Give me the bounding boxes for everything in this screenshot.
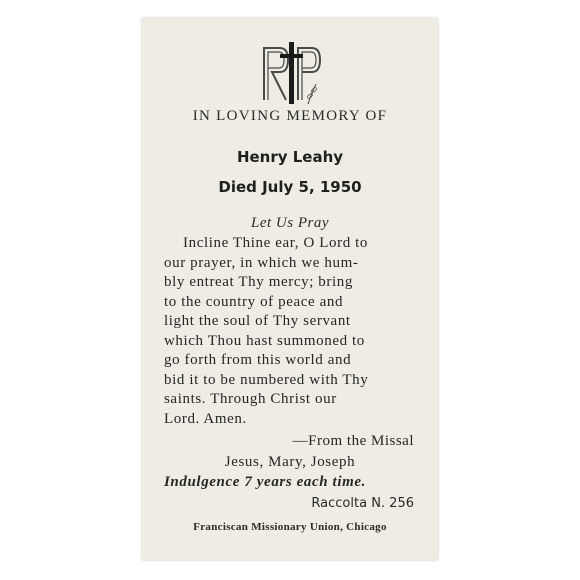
card-title: IN LOVING MEMORY OF [192,108,388,124]
prayer-line: Lord. Amen. [164,410,247,427]
prayer-line: our prayer, in which we hum- [164,254,359,271]
prayer-text [164,234,418,429]
jesus-mary-joseph: Jesus, Mary, Joseph [224,454,356,470]
prayer-line: Incline Thine ear, O Lord to [183,235,369,251]
prayer-line: bly entreat Thy mercy; bring [164,274,353,290]
memorial-card [142,18,438,560]
prayer-line: to the country of peace and [164,293,344,310]
publisher-footer: Franciscan Missionary Union, Chicago [193,521,387,533]
prayer-line: bid it to be numbered with Thy [164,371,369,388]
rip-cross-monogram-icon [258,40,324,106]
prayer-heading: Let Us Pray [251,215,329,231]
prayer-line: which Thou hast summoned to [164,332,365,349]
prayer-line: go forth from this world and [164,352,352,368]
death-date: Died July 5, 1950 [218,178,362,196]
prayer-line: saints. Through Christ our [164,391,337,407]
raccolta-number: Raccolta N. 256 [311,496,414,511]
prayer-line: light the soul of Thy servant [164,313,351,329]
indulgence-note: Indulgence 7 years each time. [164,474,366,490]
prayer-attribution: —From the Missal [292,433,414,449]
deceased-name: Henry Leahy [236,148,344,166]
